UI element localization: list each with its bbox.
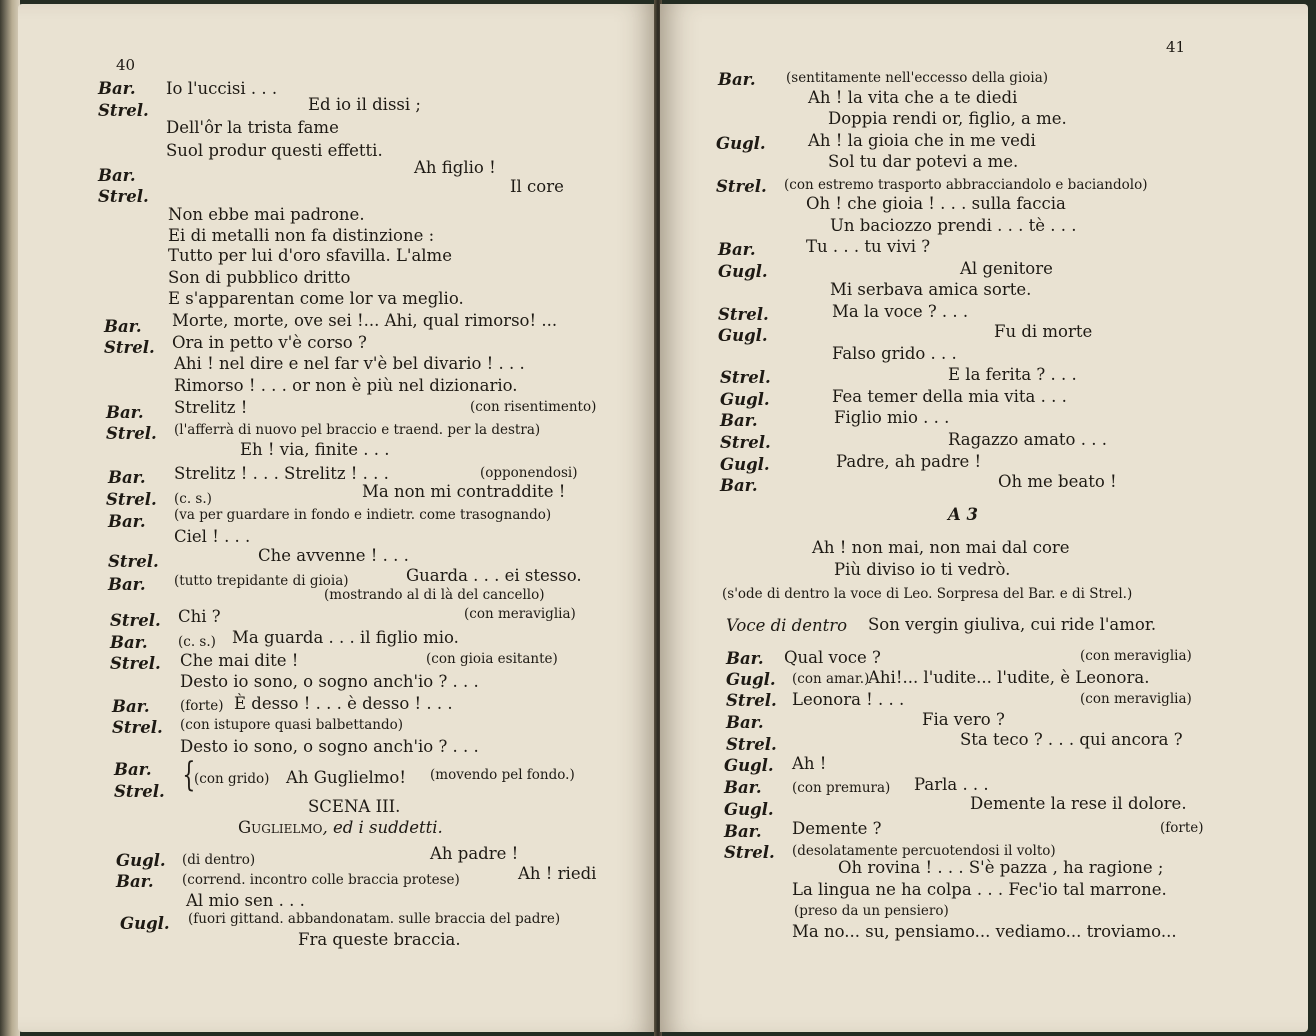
stage-direction: (forte) <box>1160 820 1204 836</box>
verse-line: Ma la voce ? . . . <box>832 302 969 321</box>
verse-line: Rimorso ! . . . or non è più nel dizionario. <box>174 376 518 395</box>
scene-heading: SCENA III. <box>308 797 401 816</box>
verse-line: Più diviso io ti vedrò. <box>834 560 1011 579</box>
stage-direction: (c. s.) <box>178 634 216 650</box>
scene-subheading <box>238 818 443 837</box>
stage-direction: (con gioia esitante) <box>426 651 558 667</box>
speaker: Bar. <box>720 411 758 430</box>
stage-direction: (sentitamente nell'eccesso della gioia) <box>786 70 1049 86</box>
speaker: Strel. <box>720 433 771 452</box>
verse-line: Doppia rendi or, figlio, a me. <box>828 109 1067 128</box>
verse-line: Io l'uccisi . . . <box>166 79 278 98</box>
stage-direction: (con risentimento) <box>470 399 597 415</box>
verse-line: Ah padre ! <box>430 844 519 863</box>
speaker: Strel. <box>110 611 161 630</box>
verse-line: Guarda . . . ei stesso. <box>406 566 582 585</box>
stage-direction: (va per guardare in fondo e indietr. come trasognando) <box>174 507 552 523</box>
verse-line: E la ferita ? . . . <box>948 365 1077 384</box>
speaker: Bar. <box>718 240 756 259</box>
ensemble-heading: A 3 <box>948 505 979 524</box>
stage-direction: (forte) <box>180 698 224 714</box>
verse-line: Ragazzo amato . . . <box>948 430 1107 449</box>
speaker: Strel. <box>716 177 767 196</box>
speaker: Bar. <box>110 633 148 652</box>
verse-line: Che avvenne ! . . . <box>258 546 409 565</box>
speaker: Gugl. <box>726 670 776 689</box>
heading-rest: , ed i suddetti. <box>322 818 443 837</box>
verse-line: Morte, morte, ove sei !... Ahi, qual rimorso! ... <box>172 311 558 330</box>
speaker: Gugl. <box>720 455 770 474</box>
page-number: 40 <box>116 56 136 74</box>
speaker: Strel. <box>720 368 771 387</box>
verse-line: Sta teco ? . . . qui ancora ? <box>960 730 1183 749</box>
speaker: Bar. <box>724 822 762 841</box>
speaker: Strel. <box>106 424 157 443</box>
book-edge <box>0 0 20 1036</box>
verse-line: Al genitore <box>960 259 1053 278</box>
speaker: Strel. <box>726 691 777 710</box>
verse-line: Ed io il dissi ; <box>308 95 421 114</box>
stage-direction: (preso da un pensiero) <box>794 903 949 919</box>
speaker: Strel. <box>112 718 163 737</box>
verse-line: E s'apparentan come lor va meglio. <box>168 289 464 308</box>
verse-line: Parla . . . <box>914 775 989 794</box>
verse-line: Non ebbe mai padrone. <box>168 205 365 224</box>
speaker: Strel. <box>110 654 161 673</box>
verse-line: Oh rovina ! . . . S'è pazza , ha ragione ; <box>838 858 1164 877</box>
page-number: 41 <box>1166 38 1186 56</box>
verse-line: Che mai dite ! <box>180 651 299 670</box>
speaker: Strel. <box>98 187 149 206</box>
speaker: Bar. <box>108 468 146 487</box>
verse-line: Il core <box>510 177 564 196</box>
left-page <box>18 4 656 1032</box>
verse-line: Ah ! riedi <box>518 864 597 883</box>
verse-line: Qual voce ? <box>784 648 881 667</box>
speaker: Gugl. <box>116 851 166 870</box>
verse-line: Ora in petto v'è corso ? <box>172 333 367 352</box>
speaker: Bar. <box>116 872 154 891</box>
verse-line: La lingua ne ha colpa . . . Fec'io tal marrone. <box>792 880 1167 899</box>
right-page <box>660 4 1308 1032</box>
verse-line: Fu di morte <box>994 322 1093 341</box>
speaker: Strel. <box>724 843 775 862</box>
verse-line: Suol produr questi effetti. <box>166 141 383 160</box>
speaker: Gugl. <box>718 326 768 345</box>
speaker: Bar. <box>108 512 146 531</box>
stage-direction: (con estremo trasporto abbracciandolo e baciandolo) <box>784 177 1148 193</box>
stage-direction: (con istupore quasi balbettando) <box>180 717 404 733</box>
verse-line: Ahi ! nel dire e nel far v'è bel divario ! . . . <box>174 354 525 373</box>
verse-line: Ma guarda . . . il figlio mio. <box>232 628 459 647</box>
verse-line: Sol tu dar potevi a me. <box>828 152 1019 171</box>
verse-line: Ahi!... l'udite... l'udite, è Leonora. <box>868 668 1150 687</box>
speaker: Strel. <box>114 782 165 801</box>
speaker: Bar. <box>726 713 764 732</box>
stage-direction: (s'ode di dentro la voce di Leo. Sorpresa del Bar. e di Strel.) <box>722 586 1133 602</box>
verse-line: Ah ! la vita che a te diedi <box>808 88 1018 107</box>
speaker: Bar. <box>718 70 756 89</box>
speaker: Strel. <box>106 490 157 509</box>
verse-line: Oh me beato ! <box>998 472 1117 491</box>
speaker: Bar. <box>104 317 142 336</box>
stage-direction: (opponendosi) <box>480 465 578 481</box>
verse-line: Ma non mi contraddite ! <box>362 482 566 501</box>
speaker: Voce di dentro <box>726 616 848 635</box>
speaker: Gugl. <box>716 134 766 153</box>
speaker: Strel. <box>108 552 159 571</box>
verse-line: Mi serbava amica sorte. <box>830 280 1032 299</box>
verse-line: Demente la rese il dolore. <box>970 794 1187 813</box>
speaker: Bar. <box>726 649 764 668</box>
verse-line: Chi ? <box>178 607 221 626</box>
verse-line: Son di pubblico dritto <box>168 268 351 287</box>
stage-direction: (con premura) <box>792 780 891 796</box>
verse-line: Ei di metalli non fa distinzione : <box>168 226 435 245</box>
verse-line: È desso ! . . . è desso ! . . . <box>234 694 453 713</box>
stage-direction: (corrend. incontro colle braccia protese) <box>182 872 460 888</box>
verse-line: Dell'ôr la trista fame <box>166 118 339 137</box>
verse-line: Fia vero ? <box>922 710 1005 729</box>
speaker: Gugl. <box>120 914 170 933</box>
speaker: Bar. <box>106 403 144 422</box>
speaker: Strel. <box>98 101 149 120</box>
verse-line: Oh ! che gioia ! . . . sulla faccia <box>806 194 1066 213</box>
speaker: Bar. <box>98 79 136 98</box>
brace: { <box>182 755 196 795</box>
speaker: Strel. <box>726 735 777 754</box>
verse-line: Falso grido . . . <box>832 344 957 363</box>
speaker: Gugl. <box>718 262 768 281</box>
verse-line: Ah figlio ! <box>414 158 496 177</box>
stage-direction: (c. s.) <box>174 491 212 507</box>
stage-direction: (desolatamente percuotendosi il volto) <box>792 843 1056 859</box>
speaker: Gugl. <box>724 756 774 775</box>
verse-line: Al mio sen . . . <box>186 891 305 910</box>
stage-direction: (con grido) <box>194 771 270 787</box>
verse-line: Figlio mio . . . <box>834 408 950 427</box>
verse-line: Desto io sono, o sogno anch'io ? . . . <box>180 672 479 691</box>
verse-line: Strelitz ! <box>174 398 248 417</box>
speaker: Bar. <box>724 778 762 797</box>
speaker: Bar. <box>98 166 136 185</box>
verse-line: Un baciozzo prendi . . . tè . . . <box>830 216 1077 235</box>
speaker: Gugl. <box>724 800 774 819</box>
stage-direction: (tutto trepidante di gioia) <box>174 573 349 589</box>
verse-line: Fra queste braccia. <box>298 930 461 949</box>
verse-line: Eh ! via, finite . . . <box>240 440 390 459</box>
verse-line: Ah ! la gioia che in me vedi <box>808 131 1036 150</box>
stage-direction: (di dentro) <box>182 852 256 868</box>
verse-line: Tu . . . tu vivi ? <box>806 237 931 256</box>
stage-direction: (con meraviglia) <box>1080 691 1192 707</box>
stage-direction: (fuori gittand. abbandonatam. sulle braccia del padre) <box>188 911 561 927</box>
speaker: Bar. <box>108 575 146 594</box>
stage-direction: (movendo pel fondo.) <box>430 767 575 783</box>
speaker: Bar. <box>112 697 150 716</box>
speaker: Strel. <box>718 305 769 324</box>
speaker: Bar. <box>720 476 758 495</box>
verse-line: Fea temer della mia vita . . . <box>832 387 1067 406</box>
stage-direction: (con amar.) <box>792 671 870 687</box>
stage-direction: (con meraviglia) <box>1080 648 1192 664</box>
speaker: Strel. <box>104 338 155 357</box>
verse-line: Ciel ! . . . <box>174 527 251 546</box>
verse-line: Ah ! non mai, non mai dal core <box>812 538 1070 557</box>
verse-line: Tutto per lui d'oro sfavilla. L'alme <box>168 246 452 265</box>
speaker: Gugl. <box>720 390 770 409</box>
stage-direction: (mostrando al di là del cancello) <box>324 587 545 603</box>
verse-line: Ma no... su, pensiamo... vediamo... troviamo... <box>792 922 1177 941</box>
stage-direction: (l'afferrà di nuovo pel braccio e traend. per la destra) <box>174 422 541 438</box>
verse-line: Desto io sono, o sogno anch'io ? . . . <box>180 737 479 756</box>
stage-direction: (con meraviglia) <box>464 606 576 622</box>
verse-line: Demente ? <box>792 819 882 838</box>
verse-line: Ah Guglielmo! <box>286 768 406 787</box>
verse-line: Ah ! <box>792 754 827 773</box>
speaker: Bar. <box>114 760 152 779</box>
verse-line: Strelitz ! . . . Strelitz ! . . . <box>174 464 389 483</box>
verse-line: Son vergin giuliva, cui ride l'amor. <box>868 615 1157 634</box>
verse-line: Leonora ! . . . <box>792 690 905 709</box>
character-name: Guglielmo <box>238 818 323 837</box>
verse-line: Padre, ah padre ! <box>836 452 982 471</box>
